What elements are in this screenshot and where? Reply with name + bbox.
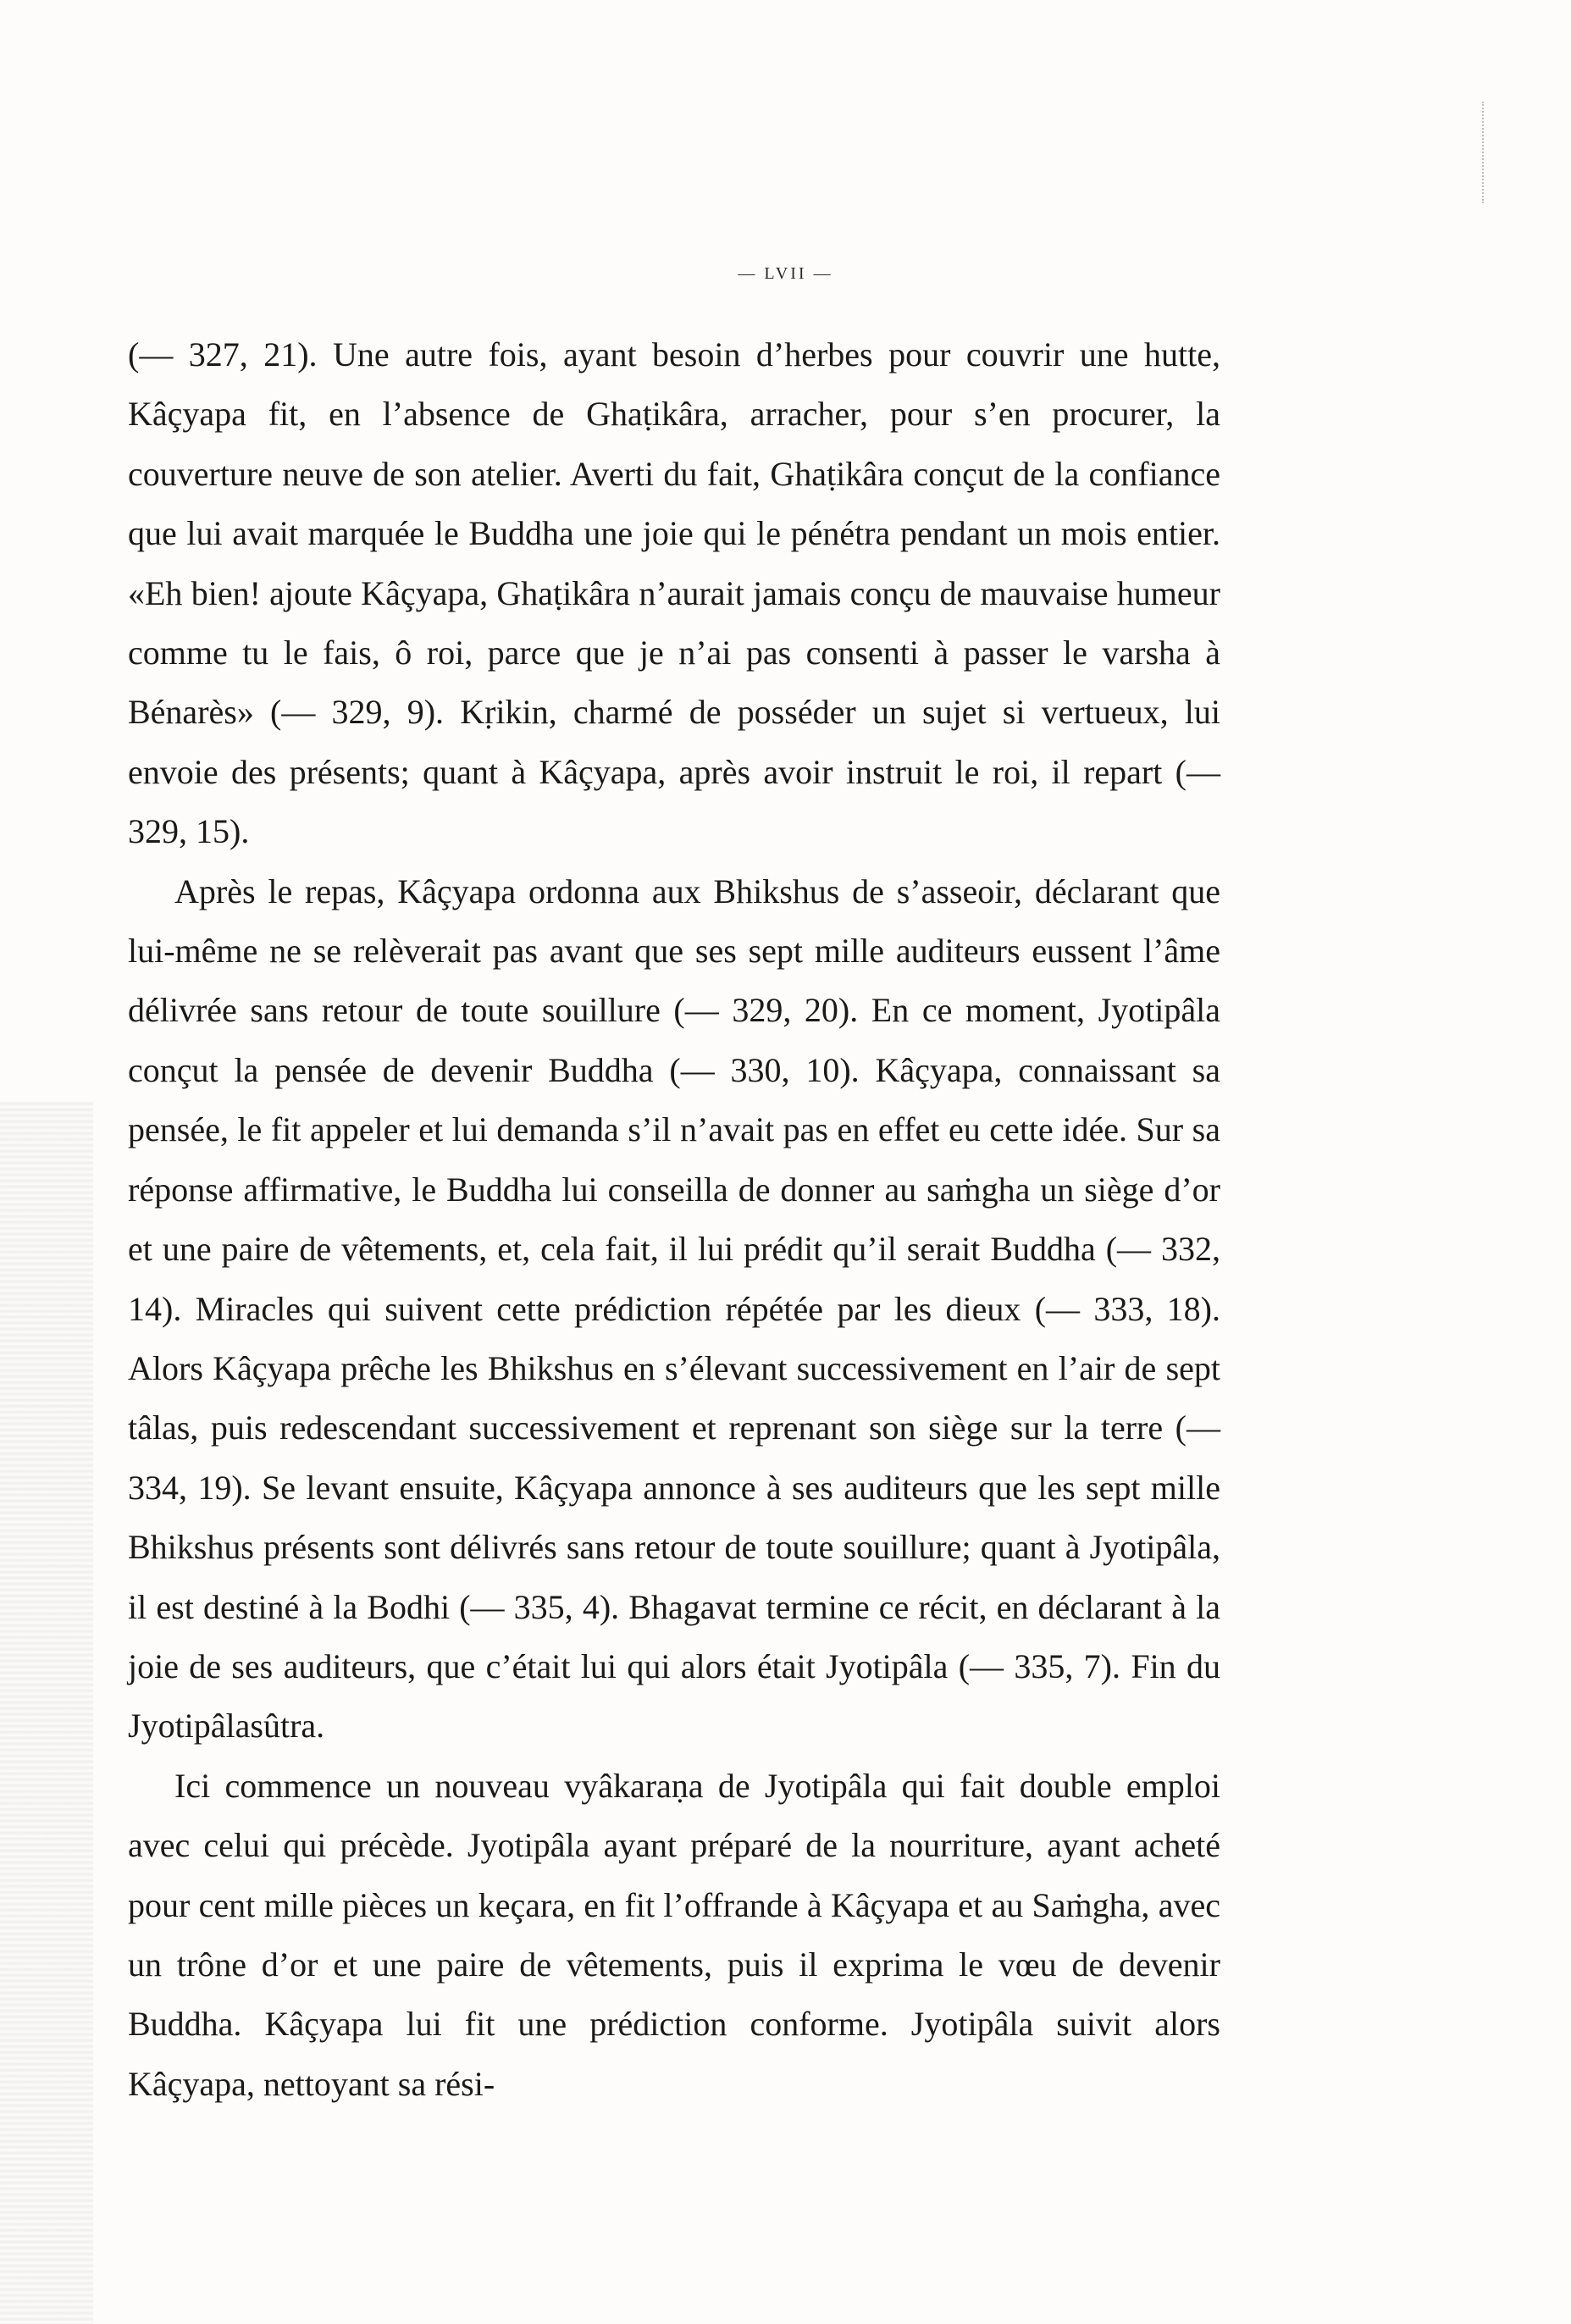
scan-dot-artifact (1482, 102, 1486, 203)
paragraph-2: Après le repas, Kâçyapa ordonna aux Bhikshus de s’asseoir, déclarant que lui-même ne se relèverait pas avant que ses sept mille auditeurs eussent l’âme délivrée sans retour de toute souillure (— 329, 20). En ce moment, Jyotipâla conçut la pensée de devenir Buddha (— 330, 10). Kâçyapa, connaissant sa pensée, le fit appeler et lui demanda s’il n’avait pas en effet eu cette idée. Sur sa réponse affirmative, le Buddha lui conseilla de donner au saṁgha un siège d’or et une paire de vêtements, et, cela fait, il lui prédit qu’il serait Buddha (— 332, 14). Miracles qui suivent cette prédiction répétée par les dieux (— 333, 18). Alors Kâçyapa prêche les Bhikshus en s’élevant successivement en l’air de sept tâlas, puis redescendant successivement et reprenant son siège sur la terre (— 334, 19). Se levant ensuite, Kâçyapa annonce à ses auditeurs que les sept mille Bhikshus présents sont délivrés sans retour de toute souillure; quant à Jyotipâla, il est destiné à la Bodhi (— 335, 4). Bhagavat termine ce récit, en déclarant à la joie de ses auditeurs, que c’était lui qui alors était Jyotipâla (— 335, 7). Fin du Jyotipâlasûtra. (128, 872, 1220, 1746)
paragraph-3: Ici commence un nouveau vyâkaraṇa de Jyotipâla qui fait double emploi avec celui qui précède. Jyotipâla ayant préparé de la nourriture, ayant acheté pour cent mille pièces un keçara, en fit l’offrande à Kâçyapa et au Saṁgha, avec un trône d’or et une paire de vêtements, puis il exprima le vœu de devenir Buddha. Kâçyapa lui fit une prédiction conforme. Jyotipâla suivit alors Kâçyapa, nettoyant sa rési- (128, 1766, 1220, 2103)
page-number-header: — LVII — (738, 264, 833, 283)
page-body (128, 325, 1220, 2114)
scan-edge-artifact (0, 1101, 93, 2324)
paragraph-1: (— 327, 21). Une autre fois, ayant besoin d’herbes pour couvrir une hutte, Kâçyapa fit, en l’absence de Ghaṭikâra, arracher, pour s’en procurer, la couverture neuve de son atelier. Averti du fait, Ghaṭikâra conçut de la confiance que lui avait marquée le Buddha une joie qui le pénétra pendant un mois entier. «Eh bien! ajoute Kâçyapa, Ghaṭikâra n’aurait jamais conçu de mauvaise humeur comme tu le fais, ô roi, parce que je n’ai pas consenti à passer le varsha à Bénarès» (— 329, 9). Kṛikin, charmé de posséder un sujet si vertueux, lui envoie des présents; quant à Kâçyapa, après avoir instruit le roi, il repart (— 329, 15). (128, 335, 1220, 851)
